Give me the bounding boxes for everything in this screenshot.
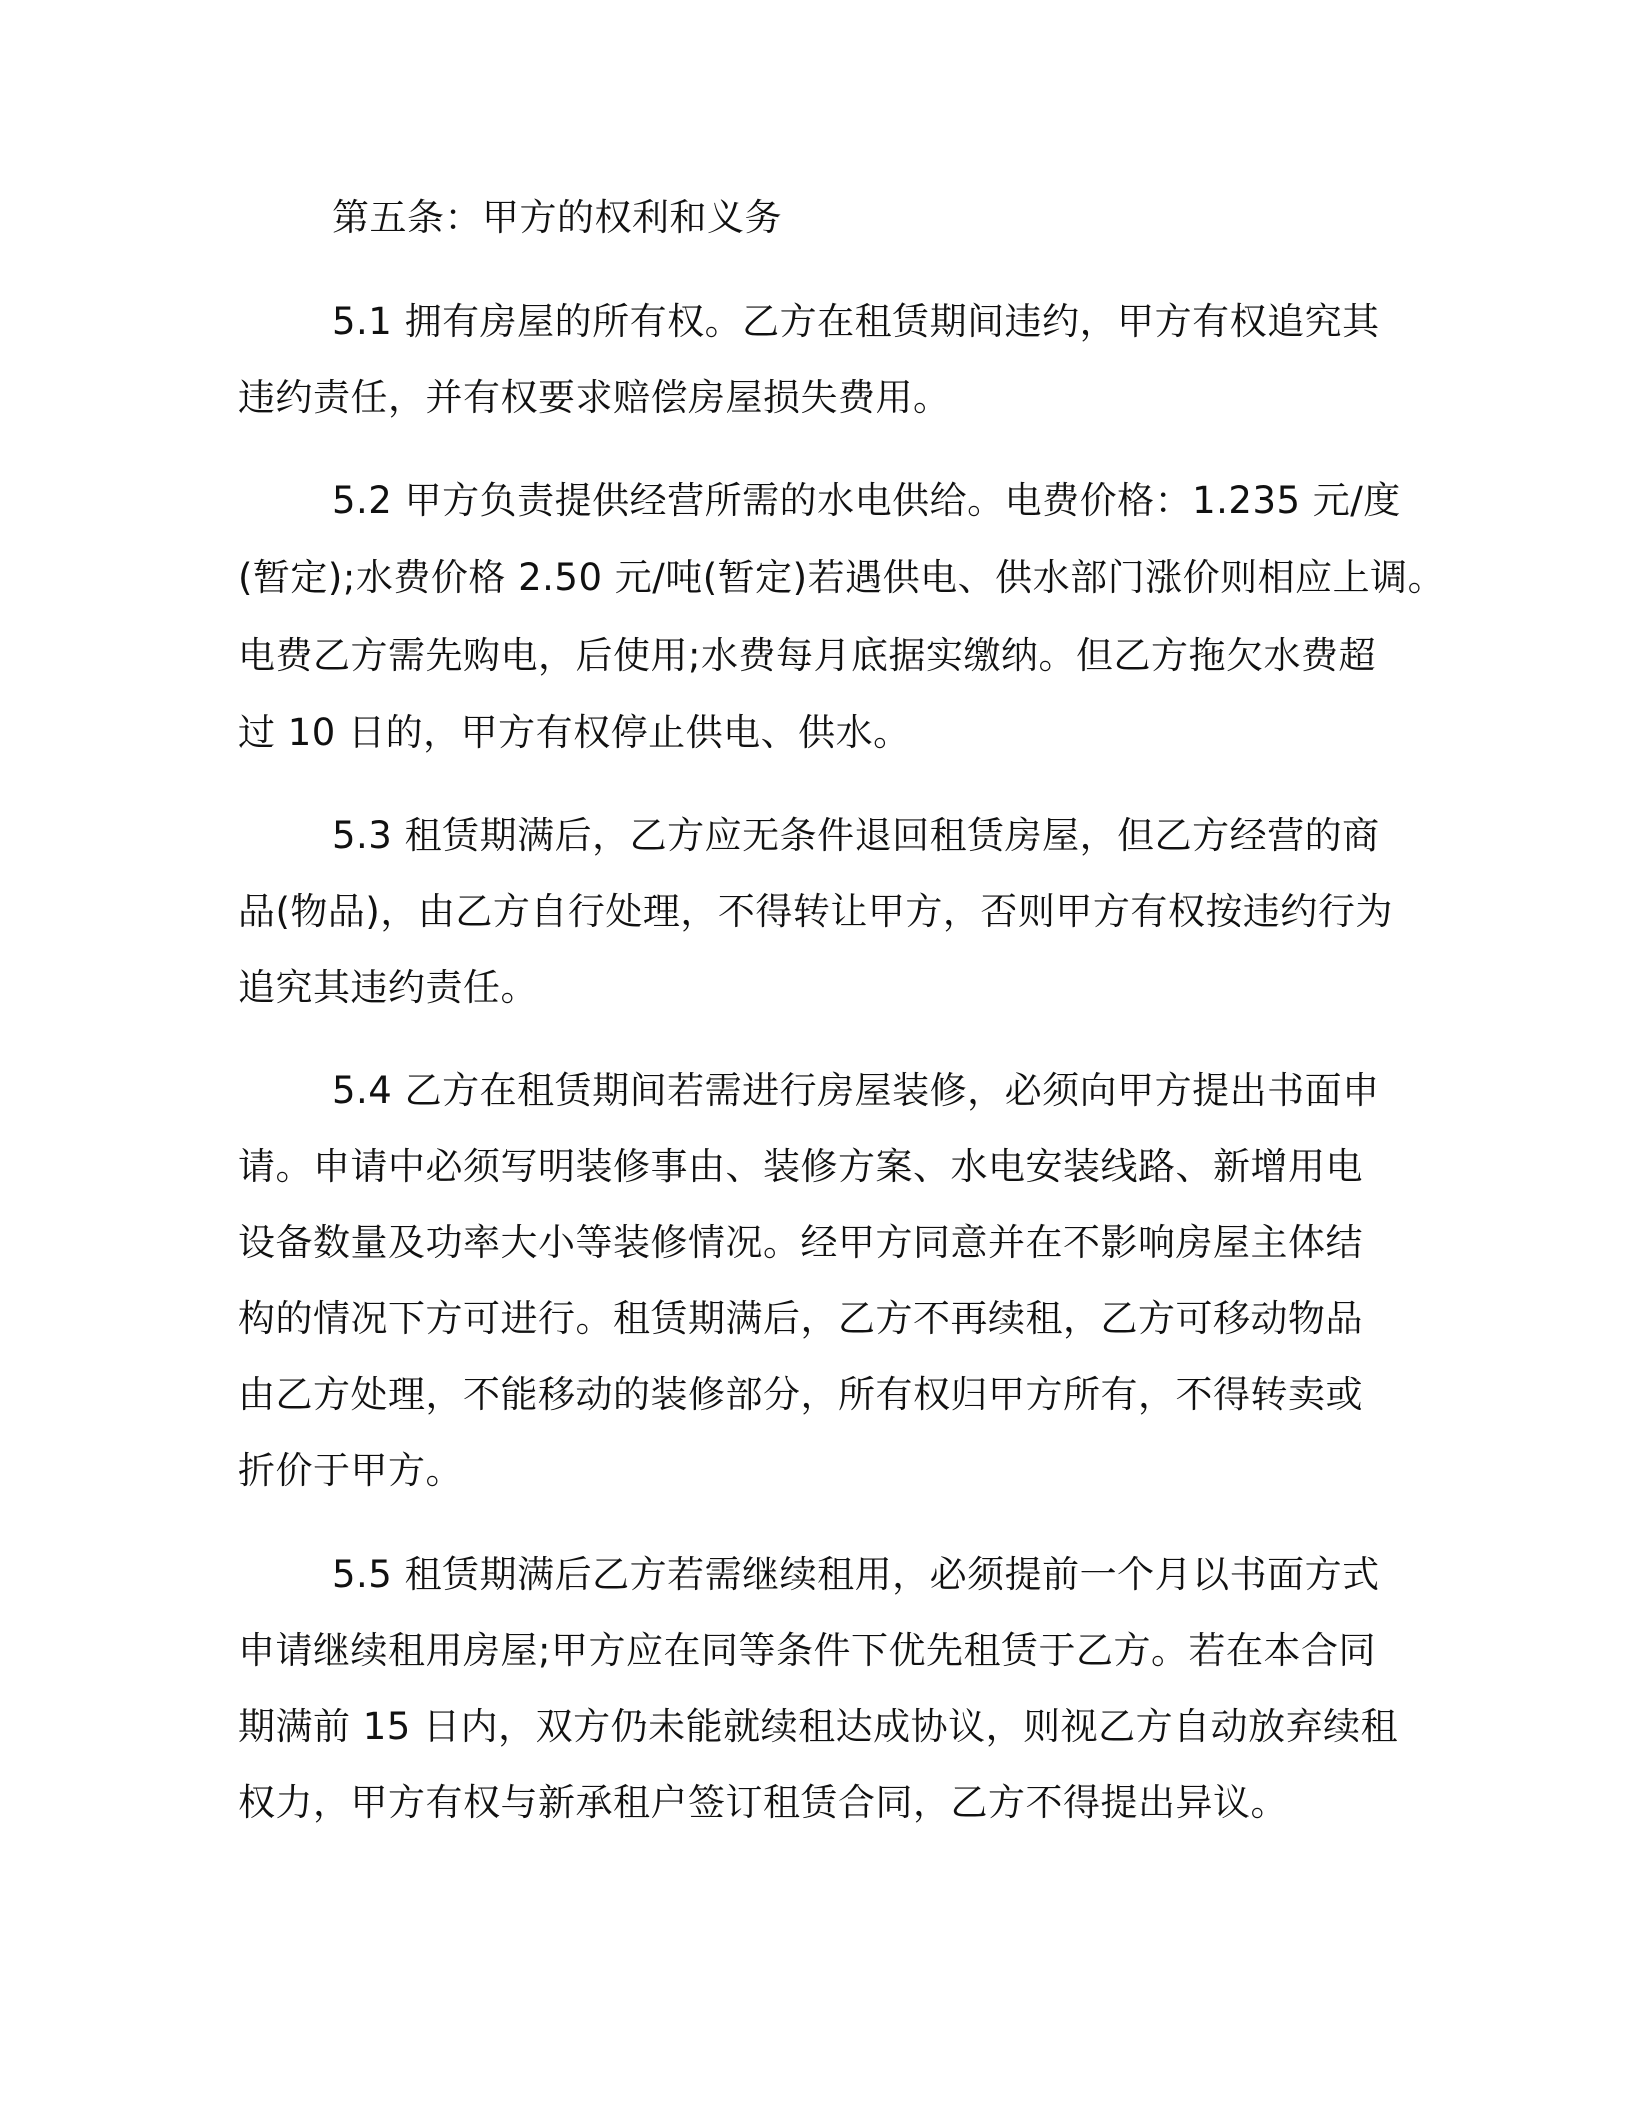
clause-5-1-line-1: 5.1 拥有房屋的所有权。乙方在租赁期间违约，甲方有权追究其 [332, 300, 1380, 343]
clause-5-2-line-2: (暂定);水费价格 2.50 元/吨(暂定)若遇供电、供水部门涨价则相应上调。 [238, 556, 1446, 599]
clause-5-3-line-2: 品(物品)，由乙方自行处理，不得转让甲方，否则甲方有权按违约行为 [238, 890, 1393, 933]
clause-5-4-line-5: 由乙方处理，不能移动的装修部分，所有权归甲方所有，不得转卖或 [238, 1373, 1363, 1416]
clause-5-4-line-1: 5.4 乙方在租赁期间若需进行房屋装修，必须向甲方提出书面申 [332, 1069, 1380, 1112]
clause-5-2-line-3: 电费乙方需先购电，后使用;水费每月底据实缴纳。但乙方拖欠水费超 [238, 634, 1376, 677]
clause-5-4-line-2: 请。申请中必须写明装修事由、装修方案、水电安装线路、新增用电 [238, 1145, 1363, 1188]
article-heading: 第五条：甲方的权利和义务 [332, 196, 782, 239]
clause-5-5-line-3: 期满前 15 日内，双方仍未能就续租达成协议，则视乙方自动放弃续租 [238, 1705, 1399, 1748]
clause-5-4-line-3: 设备数量及功率大小等装修情况。经甲方同意并在不影响房屋主体结 [238, 1221, 1363, 1264]
clause-5-2-line-4: 过 10 日的，甲方有权停止供电、供水。 [238, 711, 911, 754]
clause-5-2-line-1: 5.2 甲方负责提供经营所需的水电供给。电费价格：1.235 元/度 [332, 479, 1401, 522]
clause-5-5-line-2: 申请继续租用房屋;甲方应在同等条件下优先租赁于乙方。若在本合同 [238, 1629, 1376, 1672]
clause-5-1-line-2: 违约责任，并有权要求赔偿房屋损失费用。 [238, 376, 951, 419]
clause-5-5-line-4: 权力，甲方有权与新承租户签订租赁合同，乙方不得提出异议。 [238, 1781, 1288, 1824]
clause-5-3-line-1: 5.3 租赁期满后，乙方应无条件退回租赁房屋，但乙方经营的商 [332, 814, 1380, 857]
clause-5-3-line-3: 追究其违约责任。 [238, 966, 538, 1009]
clause-5-4-line-6: 折价于甲方。 [238, 1449, 463, 1492]
clause-5-4-line-4: 构的情况下方可进行。租赁期满后，乙方不再续租，乙方可移动物品 [238, 1297, 1363, 1340]
clause-5-5-line-1: 5.5 租赁期满后乙方若需继续租用，必须提前一个月以书面方式 [332, 1553, 1380, 1596]
